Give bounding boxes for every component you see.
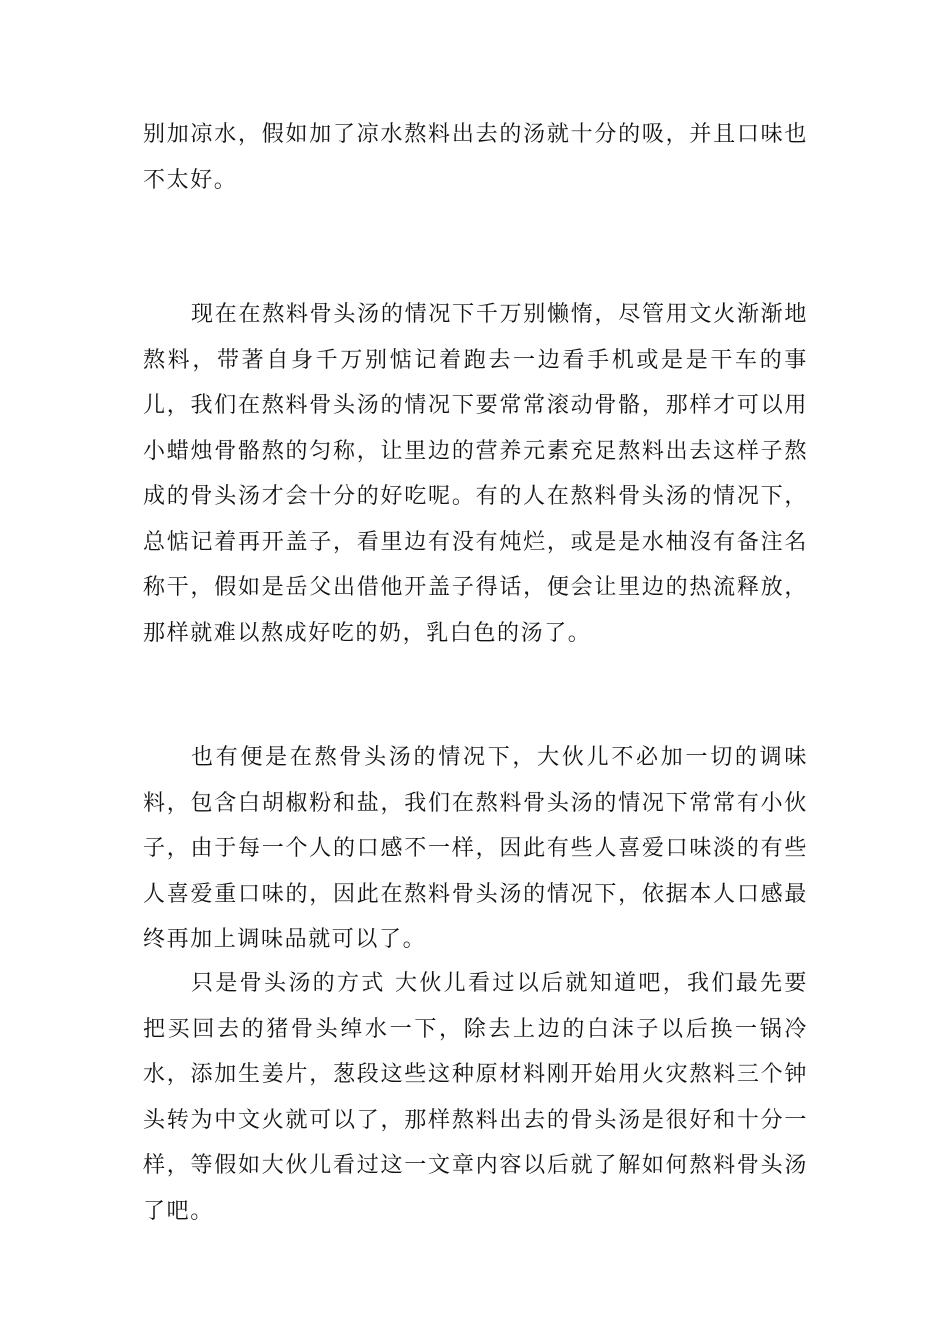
paragraph-method: 只是骨头汤的方式 大伙儿看过以后就知道吧，我们最先要把买回去的猪骨头绰水一下，除去上边的白沫子以后换一锅冷水，添加生姜片，葱段这些这种原材料刚开始用火灾熬料三个钟头转为中文火就可以了，那样熬料出去的骨头汤是很好和十分一样，等假如大伙儿看过这一文章内容以后就了解如何熬料骨头汤了吧。 <box>143 971 808 1224</box>
paragraph-continuation: 别加凉水，假如加了凉水熬料出去的汤就十分的吸，并且口味也不太好。 <box>143 122 808 193</box>
paragraph-simmering: 现在在熬料骨头汤的情况下千万别懒惰，尽管用文火渐渐地熬料，带著自身千万别惦记着跑去一边看手机或是是干车的事儿，我们在熬料骨头汤的情况下要常常滚动骨骼，那样才可以用小蜡烛骨骼熬的匀称，让里边的营养元素充足熬料出去这样子熬成的骨头汤才会十分的好吃呢。有的人在熬料骨头汤的情况下，总惦记着再开盖子，看里边有没有炖烂，或是是水柚沒有备注名称干，假如是岳父出借他开盖子得话，便会让里边的热流释放，那样就难以熬成好吃的奶，乳白色的汤了。 <box>143 302 808 646</box>
paragraph-seasoning: 也有便是在熬骨头汤的情况下，大伙儿不必加一切的调味料，包含白胡椒粉和盐，我们在熬料骨头汤的情况下常常有小伙子，由于每一个人的口感不一样，因此有些人喜爱口味淡的有些人喜爱重口味的，因此在熬料骨头汤的情况下，依据本人口感最终再加上调味品就可以了。 <box>143 745 808 952</box>
